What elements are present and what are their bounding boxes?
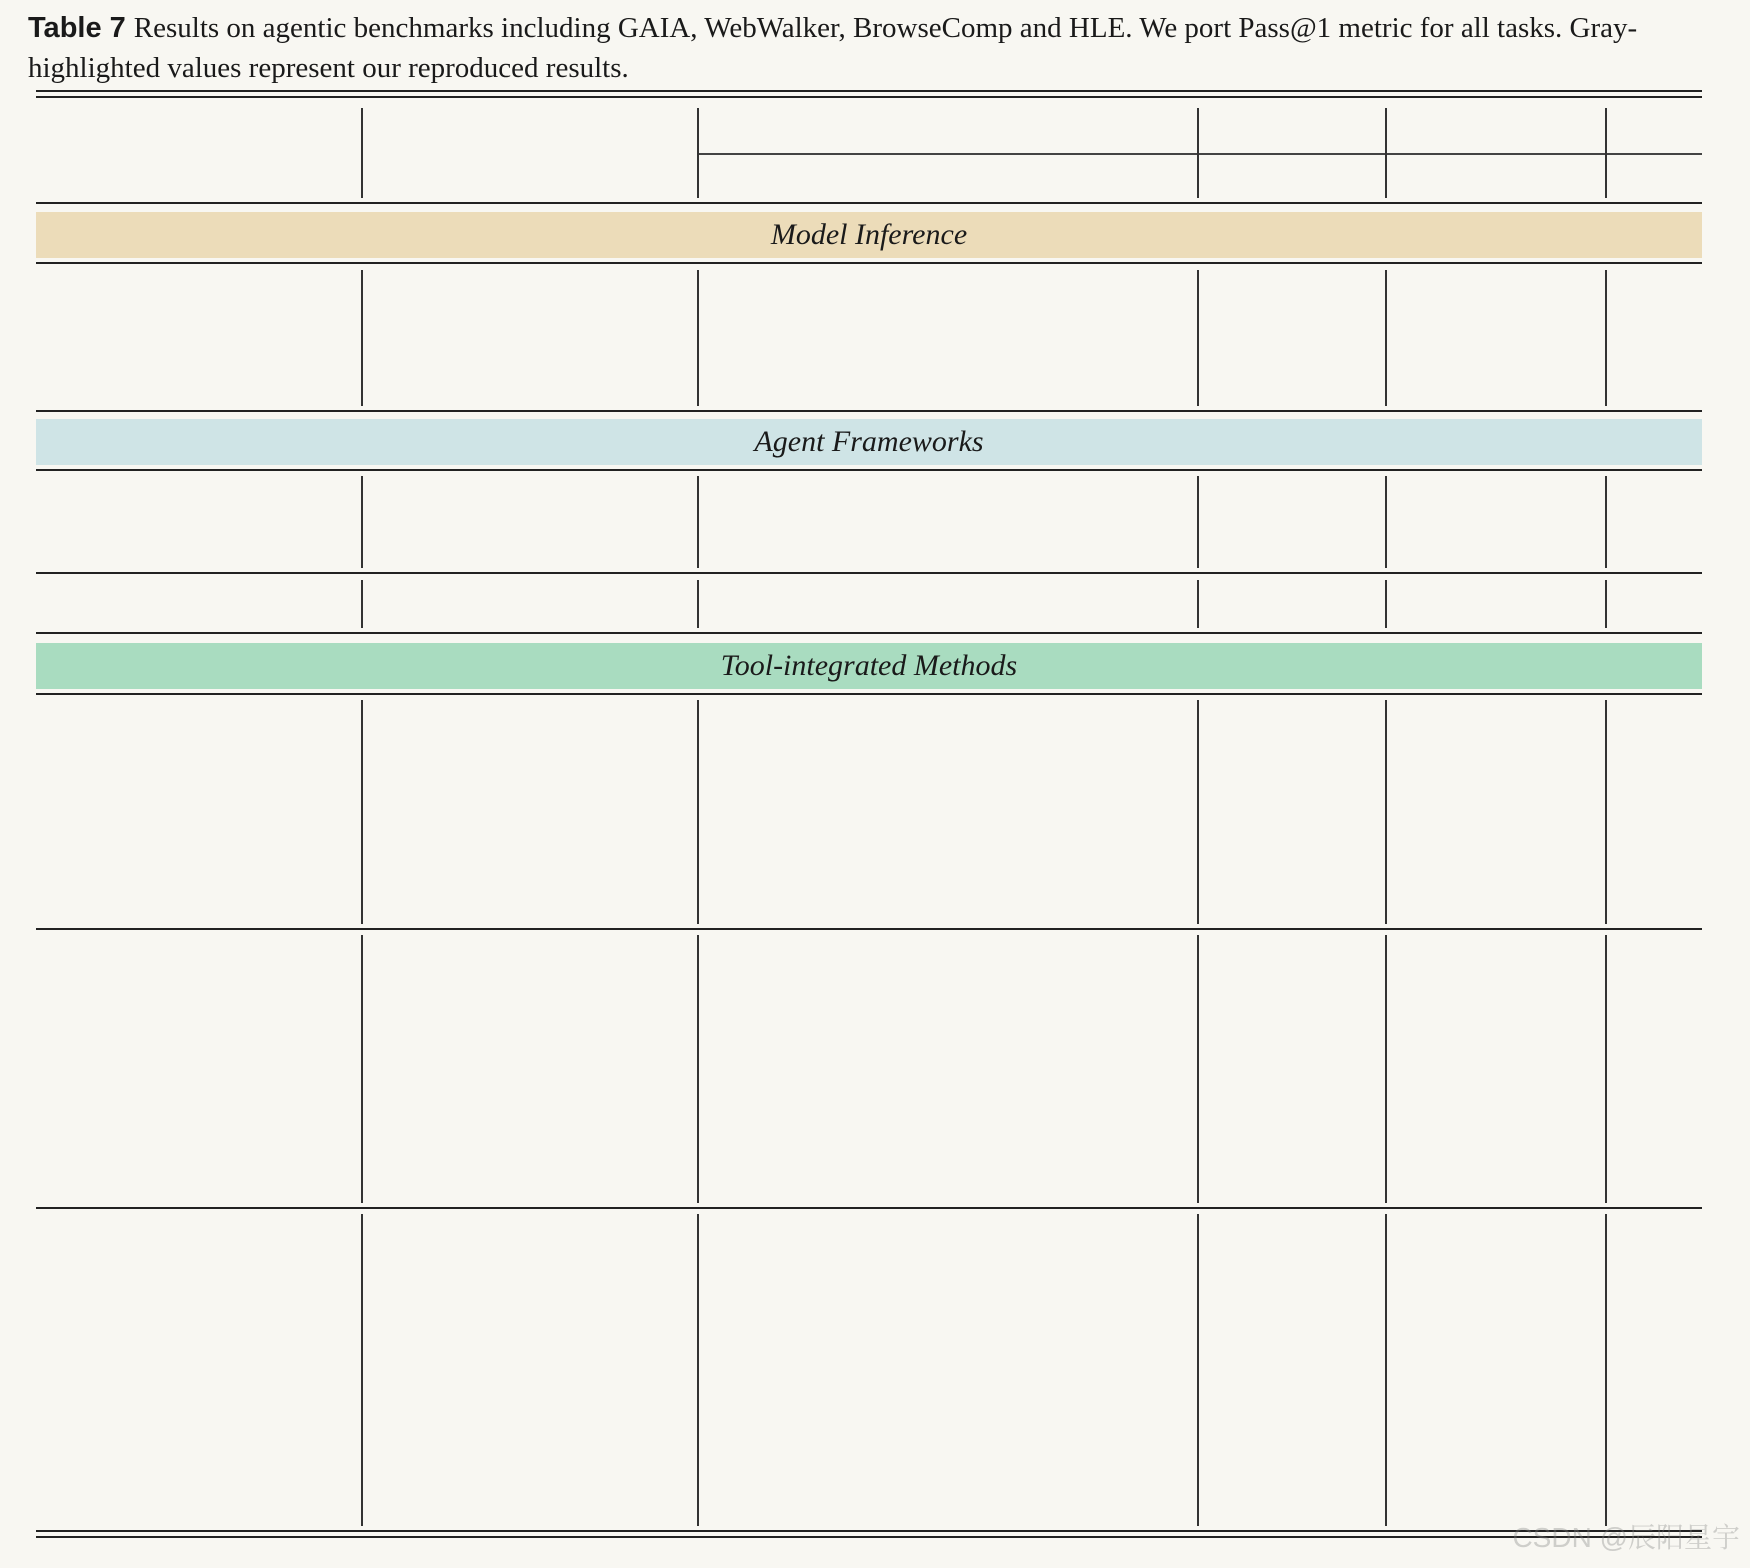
value-cell	[971, 1071, 1091, 1111]
value-cell	[1604, 584, 1704, 624]
value-cell	[838, 836, 958, 876]
header-divider	[697, 108, 699, 198]
value-cell	[1092, 1438, 1202, 1478]
value-cell	[1216, 362, 1366, 402]
value-cell	[838, 1027, 958, 1067]
value-cell	[1394, 584, 1594, 624]
value-cell	[971, 836, 1091, 876]
header-sub-1	[838, 155, 958, 195]
value-cell	[1216, 274, 1366, 314]
backbone-label	[470, 362, 590, 402]
value-cell	[838, 1350, 958, 1390]
value-cell	[971, 792, 1091, 832]
value-cell	[705, 1218, 825, 1258]
section-title: Agent Frameworks	[754, 425, 984, 458]
value-cell	[1092, 1159, 1202, 1199]
value-cell	[838, 1071, 958, 1111]
value-cell	[1092, 1350, 1202, 1390]
value-cell	[971, 704, 1091, 744]
column-divider	[361, 1214, 363, 1526]
block-rule	[36, 572, 1702, 574]
value-cell	[1216, 1218, 1366, 1258]
value-cell	[1604, 1218, 1704, 1258]
value-cell	[1604, 362, 1704, 402]
value-cell	[705, 1159, 825, 1199]
value-cell	[705, 836, 825, 876]
section-rule	[36, 262, 1702, 264]
section-rule	[36, 469, 1702, 471]
value-cell	[705, 274, 825, 314]
header-sub-3	[1092, 155, 1202, 195]
header-sub-5	[1394, 155, 1594, 195]
value-cell	[1394, 983, 1594, 1023]
backbone-label	[470, 584, 590, 624]
column-divider	[1385, 580, 1387, 628]
value-cell	[1604, 792, 1704, 832]
value-cell	[1604, 1262, 1704, 1302]
section-title: Tool-integrated Methods	[720, 649, 1018, 682]
value-cell	[705, 1350, 825, 1390]
value-cell	[1092, 1262, 1202, 1302]
value-cell	[1394, 836, 1594, 876]
value-cell	[705, 1394, 825, 1434]
header-divider	[1385, 108, 1387, 198]
value-cell	[838, 880, 958, 920]
value-cell	[1394, 362, 1594, 402]
value-cell	[1216, 836, 1366, 876]
header-divider	[361, 108, 363, 198]
column-divider	[697, 270, 699, 406]
column-divider	[1385, 270, 1387, 406]
column-divider	[1385, 935, 1387, 1203]
value-cell	[1216, 704, 1366, 744]
value-cell	[971, 880, 1091, 920]
header-sub-4	[1216, 155, 1366, 195]
value-cell	[1092, 792, 1202, 832]
value-cell	[1216, 1262, 1366, 1302]
table-bottom-rule-1	[36, 1530, 1702, 1532]
value-cell	[1394, 748, 1594, 788]
value-cell	[1394, 939, 1594, 979]
value-cell	[1394, 318, 1594, 358]
value-cell	[1092, 836, 1202, 876]
block-rule	[36, 928, 1702, 930]
value-cell	[971, 748, 1091, 788]
value-cell	[1216, 1115, 1366, 1155]
value-cell	[1394, 1350, 1594, 1390]
value-cell	[1092, 1071, 1202, 1111]
column-divider	[1385, 476, 1387, 568]
value-cell	[838, 1159, 958, 1199]
header-group-browsecomp	[1394, 110, 1594, 150]
backbone-label	[370, 792, 690, 832]
value-cell	[971, 1115, 1091, 1155]
value-cell	[1216, 1350, 1366, 1390]
value-cell	[838, 1306, 958, 1346]
watermark: CSDN @辰阳星宇	[1512, 1522, 1740, 1553]
caption-text: Results on agentic benchmarks including GAIA, WebWalker, BrowseComp and HLE. We port Pass@1 metric for all tasks. Gray-highlighted values represent our reproduced results.	[28, 12, 1638, 84]
value-cell	[1092, 983, 1202, 1023]
backbone-label	[370, 1049, 690, 1089]
value-cell	[1216, 880, 1366, 920]
value-cell	[971, 1306, 1091, 1346]
value-cell	[971, 274, 1091, 314]
value-cell	[838, 1218, 958, 1258]
value-cell	[1092, 274, 1202, 314]
value-cell	[838, 274, 958, 314]
value-cell	[1216, 1071, 1366, 1111]
value-cell	[705, 1482, 825, 1522]
value-cell	[1216, 1438, 1366, 1478]
section-band-2	[36, 643, 1702, 689]
value-cell	[1394, 1394, 1594, 1434]
value-cell	[705, 939, 825, 979]
value-cell	[705, 362, 825, 402]
section-end-rule	[36, 410, 1702, 412]
value-cell	[838, 318, 958, 358]
header-group-gaia	[848, 110, 1048, 150]
value-cell	[1394, 792, 1594, 832]
value-cell	[1092, 1218, 1202, 1258]
caption-label: Table 7	[28, 12, 126, 44]
value-cell	[1394, 704, 1594, 744]
value-cell	[1216, 524, 1366, 564]
value-cell	[971, 1218, 1091, 1258]
value-cell	[1216, 939, 1366, 979]
section-band-1	[36, 419, 1702, 465]
value-cell	[1604, 880, 1704, 920]
header-divider	[1605, 108, 1607, 198]
value-cell	[1604, 1071, 1704, 1111]
value-cell	[1092, 939, 1202, 979]
value-cell	[1604, 274, 1704, 314]
value-cell	[1604, 1115, 1704, 1155]
value-cell	[705, 983, 825, 1023]
value-cell	[705, 524, 825, 564]
value-cell	[1092, 584, 1202, 624]
value-cell	[1216, 318, 1366, 358]
value-cell	[838, 362, 958, 402]
block-rule	[36, 1207, 1702, 1209]
column-divider	[697, 700, 699, 924]
value-cell	[1092, 362, 1202, 402]
header-divider	[1197, 108, 1199, 198]
value-cell	[1092, 318, 1202, 358]
value-cell	[1092, 524, 1202, 564]
value-cell	[1216, 1159, 1366, 1199]
value-cell	[971, 584, 1091, 624]
column-divider	[1385, 1214, 1387, 1526]
column-divider	[697, 476, 699, 568]
value-cell	[971, 1027, 1091, 1067]
value-cell	[971, 480, 1091, 520]
value-cell	[971, 362, 1091, 402]
value-cell	[1092, 704, 1202, 744]
column-divider	[361, 476, 363, 568]
value-cell	[1394, 1115, 1594, 1155]
value-cell	[705, 880, 825, 920]
value-cell	[838, 1262, 958, 1302]
value-cell	[705, 1115, 825, 1155]
value-cell	[1604, 1394, 1704, 1434]
section-title: Model Inference	[770, 218, 968, 251]
value-cell	[971, 1159, 1091, 1199]
column-divider	[361, 700, 363, 924]
header-sub-2	[971, 155, 1091, 195]
value-cell	[971, 1394, 1091, 1434]
value-cell	[838, 704, 958, 744]
value-cell	[1394, 524, 1594, 564]
table-bottom-rule-2	[36, 1536, 1702, 1538]
value-cell	[1216, 1306, 1366, 1346]
column-divider	[361, 935, 363, 1203]
value-cell	[1394, 1159, 1594, 1199]
value-cell	[1092, 748, 1202, 788]
value-cell	[838, 748, 958, 788]
value-cell	[838, 1482, 958, 1522]
backbone-label	[470, 274, 590, 314]
value-cell	[838, 524, 958, 564]
value-cell	[838, 1394, 958, 1434]
value-cell	[705, 1262, 825, 1302]
value-cell	[1394, 1027, 1594, 1067]
value-cell	[1216, 1482, 1366, 1522]
backbone-label	[470, 318, 590, 358]
column-divider	[361, 580, 363, 628]
value-cell	[1216, 584, 1366, 624]
value-cell	[971, 1438, 1091, 1478]
value-cell	[705, 1306, 825, 1346]
backbone-label	[370, 1350, 690, 1390]
value-cell	[838, 1115, 958, 1155]
column-divider	[697, 935, 699, 1203]
table-top-rule-2	[36, 96, 1702, 98]
value-cell	[838, 480, 958, 520]
value-cell	[971, 983, 1091, 1023]
header-group-hle	[1604, 110, 1704, 150]
value-cell	[1604, 704, 1704, 744]
value-cell	[1604, 1306, 1704, 1346]
value-cell	[1092, 880, 1202, 920]
value-cell	[1604, 1159, 1704, 1199]
value-cell	[1604, 983, 1704, 1023]
value-cell	[1604, 1350, 1704, 1390]
column-divider	[697, 580, 699, 628]
value-cell	[1092, 1394, 1202, 1434]
backbone-label	[370, 502, 690, 542]
value-cell	[1092, 1306, 1202, 1346]
section-end-rule	[36, 632, 1702, 634]
value-cell	[1394, 274, 1594, 314]
value-cell	[1216, 1027, 1366, 1067]
value-cell	[1394, 880, 1594, 920]
value-cell	[838, 1438, 958, 1478]
value-cell	[1394, 480, 1594, 520]
section-band-0	[36, 212, 1702, 258]
value-cell	[1092, 1115, 1202, 1155]
value-cell	[1604, 480, 1704, 520]
value-cell	[705, 704, 825, 744]
value-cell	[1394, 1071, 1594, 1111]
value-cell	[705, 318, 825, 358]
header-sub-0	[705, 155, 825, 195]
value-cell	[1394, 1262, 1594, 1302]
value-cell	[1092, 1482, 1202, 1522]
value-cell	[705, 1071, 825, 1111]
table-top-rule-1	[36, 90, 1702, 92]
value-cell	[1092, 1027, 1202, 1067]
column-divider	[1385, 700, 1387, 924]
value-cell	[1394, 1438, 1594, 1478]
value-cell	[705, 584, 825, 624]
value-cell	[1216, 792, 1366, 832]
value-cell	[1604, 748, 1704, 788]
value-cell	[1092, 480, 1202, 520]
value-cell	[705, 748, 825, 788]
value-cell	[705, 792, 825, 832]
header-backbone	[420, 132, 640, 172]
section-rule	[36, 693, 1702, 695]
value-cell	[1216, 983, 1366, 1023]
value-cell	[971, 1262, 1091, 1302]
value-cell	[838, 792, 958, 832]
value-cell	[1604, 1438, 1704, 1478]
value-cell	[1216, 1394, 1366, 1434]
value-cell	[1604, 1027, 1704, 1067]
value-cell	[971, 1482, 1091, 1522]
value-cell	[971, 939, 1091, 979]
value-cell	[838, 939, 958, 979]
header-bottom-rule	[36, 202, 1702, 204]
value-cell	[705, 1438, 825, 1478]
value-cell	[971, 524, 1091, 564]
value-cell	[838, 983, 958, 1023]
header-group-webwalker	[1201, 110, 1381, 150]
value-cell	[838, 584, 958, 624]
value-cell	[705, 1027, 825, 1067]
column-divider	[361, 270, 363, 406]
value-cell	[1604, 836, 1704, 876]
column-divider	[697, 1214, 699, 1526]
header-sub-6	[1604, 155, 1704, 195]
value-cell	[1216, 748, 1366, 788]
value-cell	[1604, 939, 1704, 979]
value-cell	[1394, 1218, 1594, 1258]
value-cell	[1216, 480, 1366, 520]
value-cell	[1394, 1306, 1594, 1346]
value-cell	[1604, 524, 1704, 564]
value-cell	[1604, 318, 1704, 358]
value-cell	[705, 480, 825, 520]
value-cell	[971, 318, 1091, 358]
value-cell	[971, 1350, 1091, 1390]
